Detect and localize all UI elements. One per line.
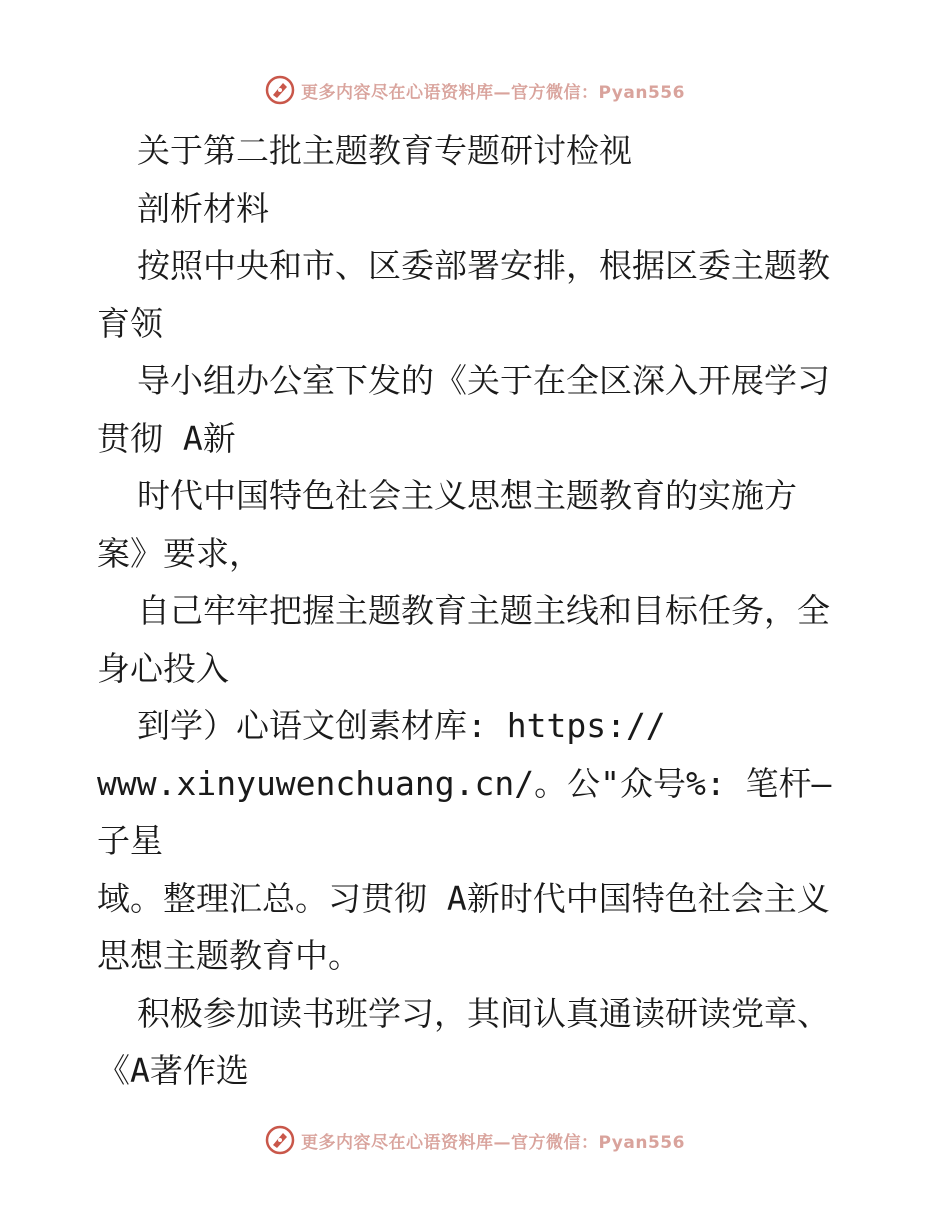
- paragraph-line: 案》要求，: [97, 533, 262, 573]
- paragraph-line: 自己牢牢把握主题教育主题主线和目标任务，全: [137, 591, 830, 630]
- paragraph-line: 到学）心语文创素材库: https://: [137, 706, 666, 745]
- paragraph-line: 时代中国特色社会主义思想主题教育的实施方: [137, 476, 797, 515]
- title-line-2: 剖析材料: [137, 188, 269, 228]
- banner-text: 更多内容尽在心语资料库—官方微信：Pyan556: [301, 82, 685, 103]
- pen-nib-logo-icon: [265, 1125, 295, 1155]
- paragraph-line: 《A著作选: [97, 1051, 249, 1090]
- footer-banner: [0, 1120, 950, 1160]
- document-body: [97, 122, 857, 1100]
- paragraph-line: 身心投入: [97, 648, 229, 688]
- header-banner: [0, 70, 950, 110]
- banner-text: 更多内容尽在心语资料库—官方微信：Pyan556: [301, 1132, 685, 1153]
- paragraph-line: 育领: [97, 303, 163, 343]
- paragraph-line: 积极参加读书班学习，其间认真通读研读党章、: [137, 993, 830, 1033]
- title-line-1: 关于第二批主题教育专题研讨检视: [137, 131, 632, 170]
- paragraph-line: 思想主题教育中。: [97, 936, 361, 975]
- paragraph-line: 按照中央和市、区委部署安排，根据区委主题教: [137, 246, 830, 285]
- paragraph-line: 导小组办公室下发的《关于在全区深入开展学习: [137, 361, 830, 400]
- pen-nib-logo-icon: [265, 75, 295, 105]
- paragraph-line: 域。整理汇总。习贯彻 A新时代中国特色社会主义: [97, 878, 830, 918]
- paragraph-line: www.xinyuwenchuang.cn/。公"众号%: 笔杆—子星: [97, 763, 832, 860]
- paragraph-line: 贯彻 A新: [97, 418, 236, 458]
